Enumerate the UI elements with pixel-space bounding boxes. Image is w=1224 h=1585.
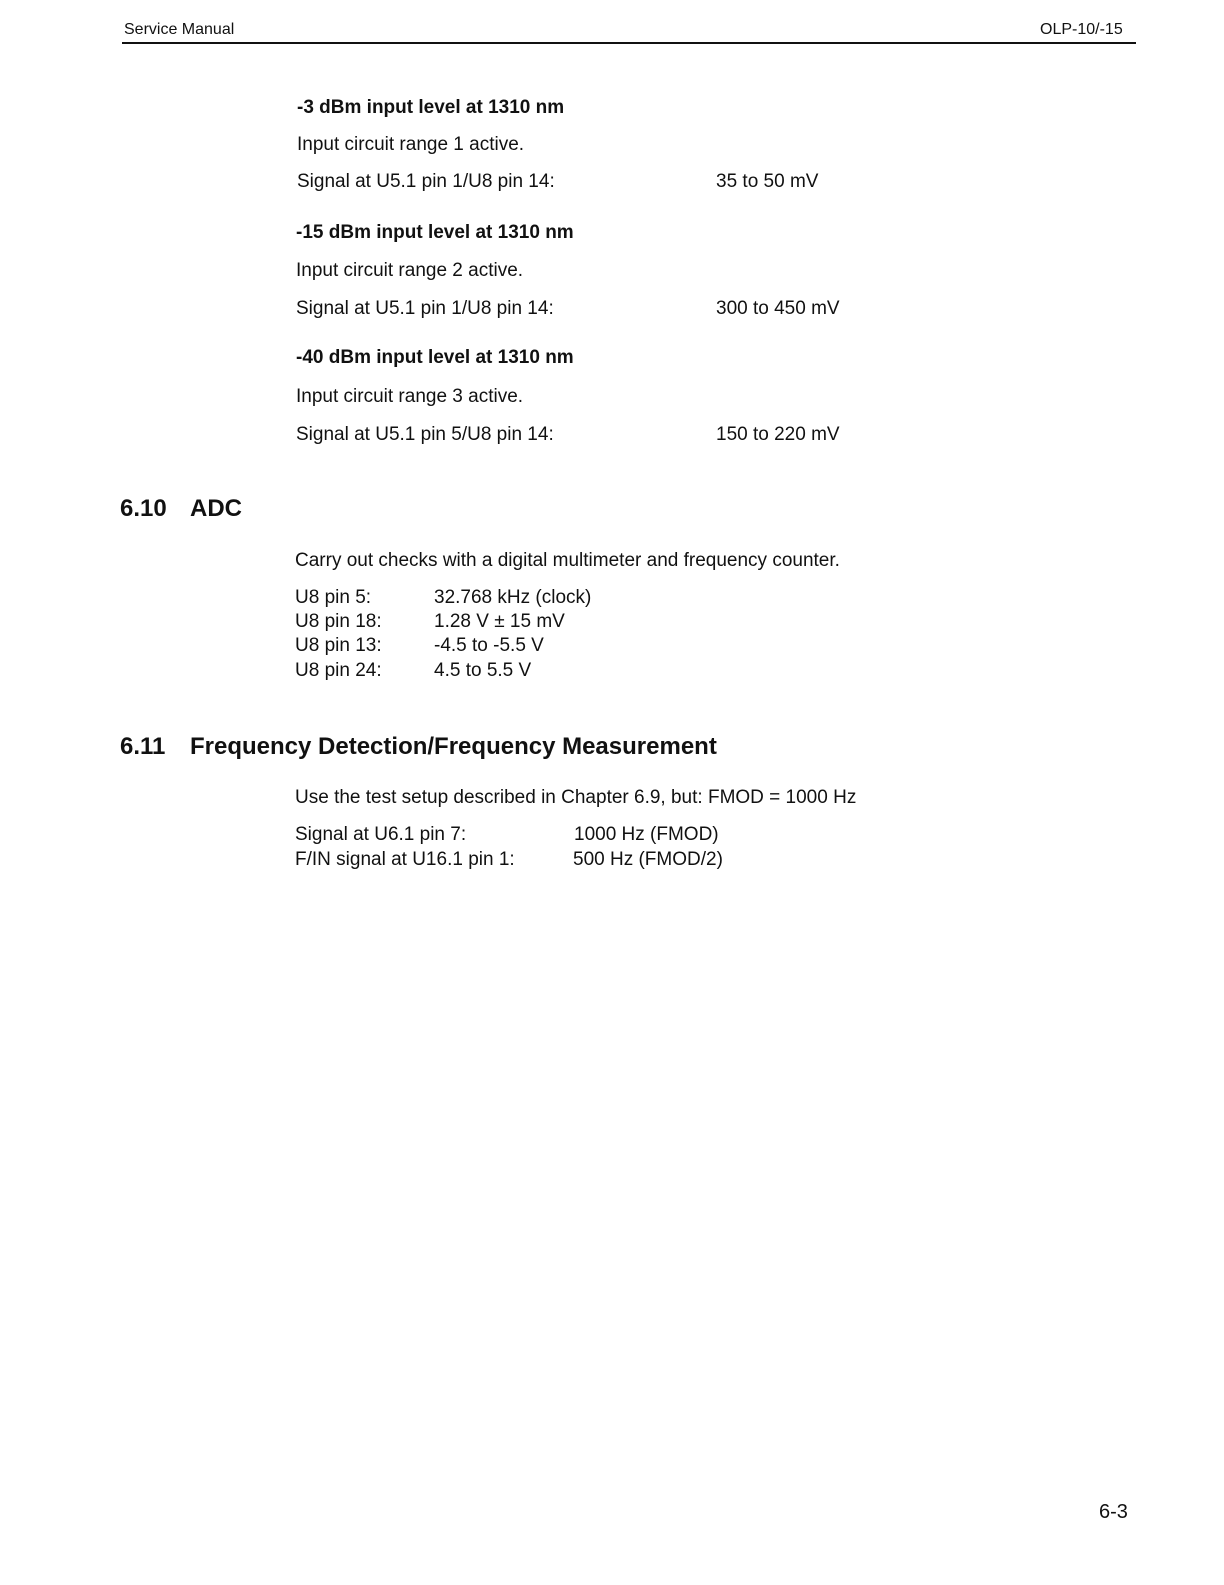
adc-row-pin: U8 pin 24: [295,660,382,681]
section-6-10-number: 6.10 [120,495,167,522]
level-2-signal-value: 300 to 450 mV [716,298,840,319]
adc-row-value: 32.768 kHz (clock) [434,587,592,608]
level-2-note: Input circuit range 2 active. [296,260,524,281]
section-6-11-number: 6.11 [120,733,166,760]
freq-row-label: F/IN signal at U16.1 pin 1: [295,849,515,870]
adc-row-pin: U8 pin 5: [295,587,372,608]
adc-row-value: -4.5 to -5.5 V [434,635,544,656]
freq-row-value: 500 Hz (FMOD/2) [573,849,723,870]
level-3-title: -40 dBm input level at 1310 nm [296,347,574,368]
header-left: Service Manual [124,21,235,38]
adc-row-pin: U8 pin 18: [295,611,382,632]
level-3-signal-label: Signal at U5.1 pin 5/U8 pin 14: [296,424,554,445]
header-right: OLP-10/-15 [1040,21,1123,38]
freq-row-value: 1000 Hz (FMOD) [574,824,719,845]
level-2-signal-label: Signal at U5.1 pin 1/U8 pin 14: [296,298,554,319]
freq-intro: Use the test setup described in Chapter 6.9, but: FMOD = 1000 Hz [295,787,857,808]
adc-intro: Carry out checks with a digital multimeter and frequency counter. [295,550,840,571]
freq-row-label: Signal at U6.1 pin 7: [295,824,467,845]
adc-row-value: 1.28 V ± 15 mV [434,611,565,632]
adc-row-pin: U8 pin 13: [295,635,382,656]
page-number: 6-3 [1099,1501,1128,1523]
level-3-note: Input circuit range 3 active. [296,386,524,407]
level-2-title: -15 dBm input level at 1310 nm [296,222,574,243]
header-rule [122,42,1136,44]
level-1-signal-value: 35 to 50 mV [716,171,819,192]
section-6-10-title: ADC [190,495,242,522]
level-1-signal-label: Signal at U5.1 pin 1/U8 pin 14: [297,171,555,192]
section-6-11-title: Frequency Detection/Frequency Measurement [190,733,717,760]
level-1-note: Input circuit range 1 active. [297,134,525,155]
level-1-title: -3 dBm input level at 1310 nm [297,97,565,118]
adc-row-value: 4.5 to 5.5 V [434,660,532,681]
level-3-signal-value: 150 to 220 mV [716,424,840,445]
